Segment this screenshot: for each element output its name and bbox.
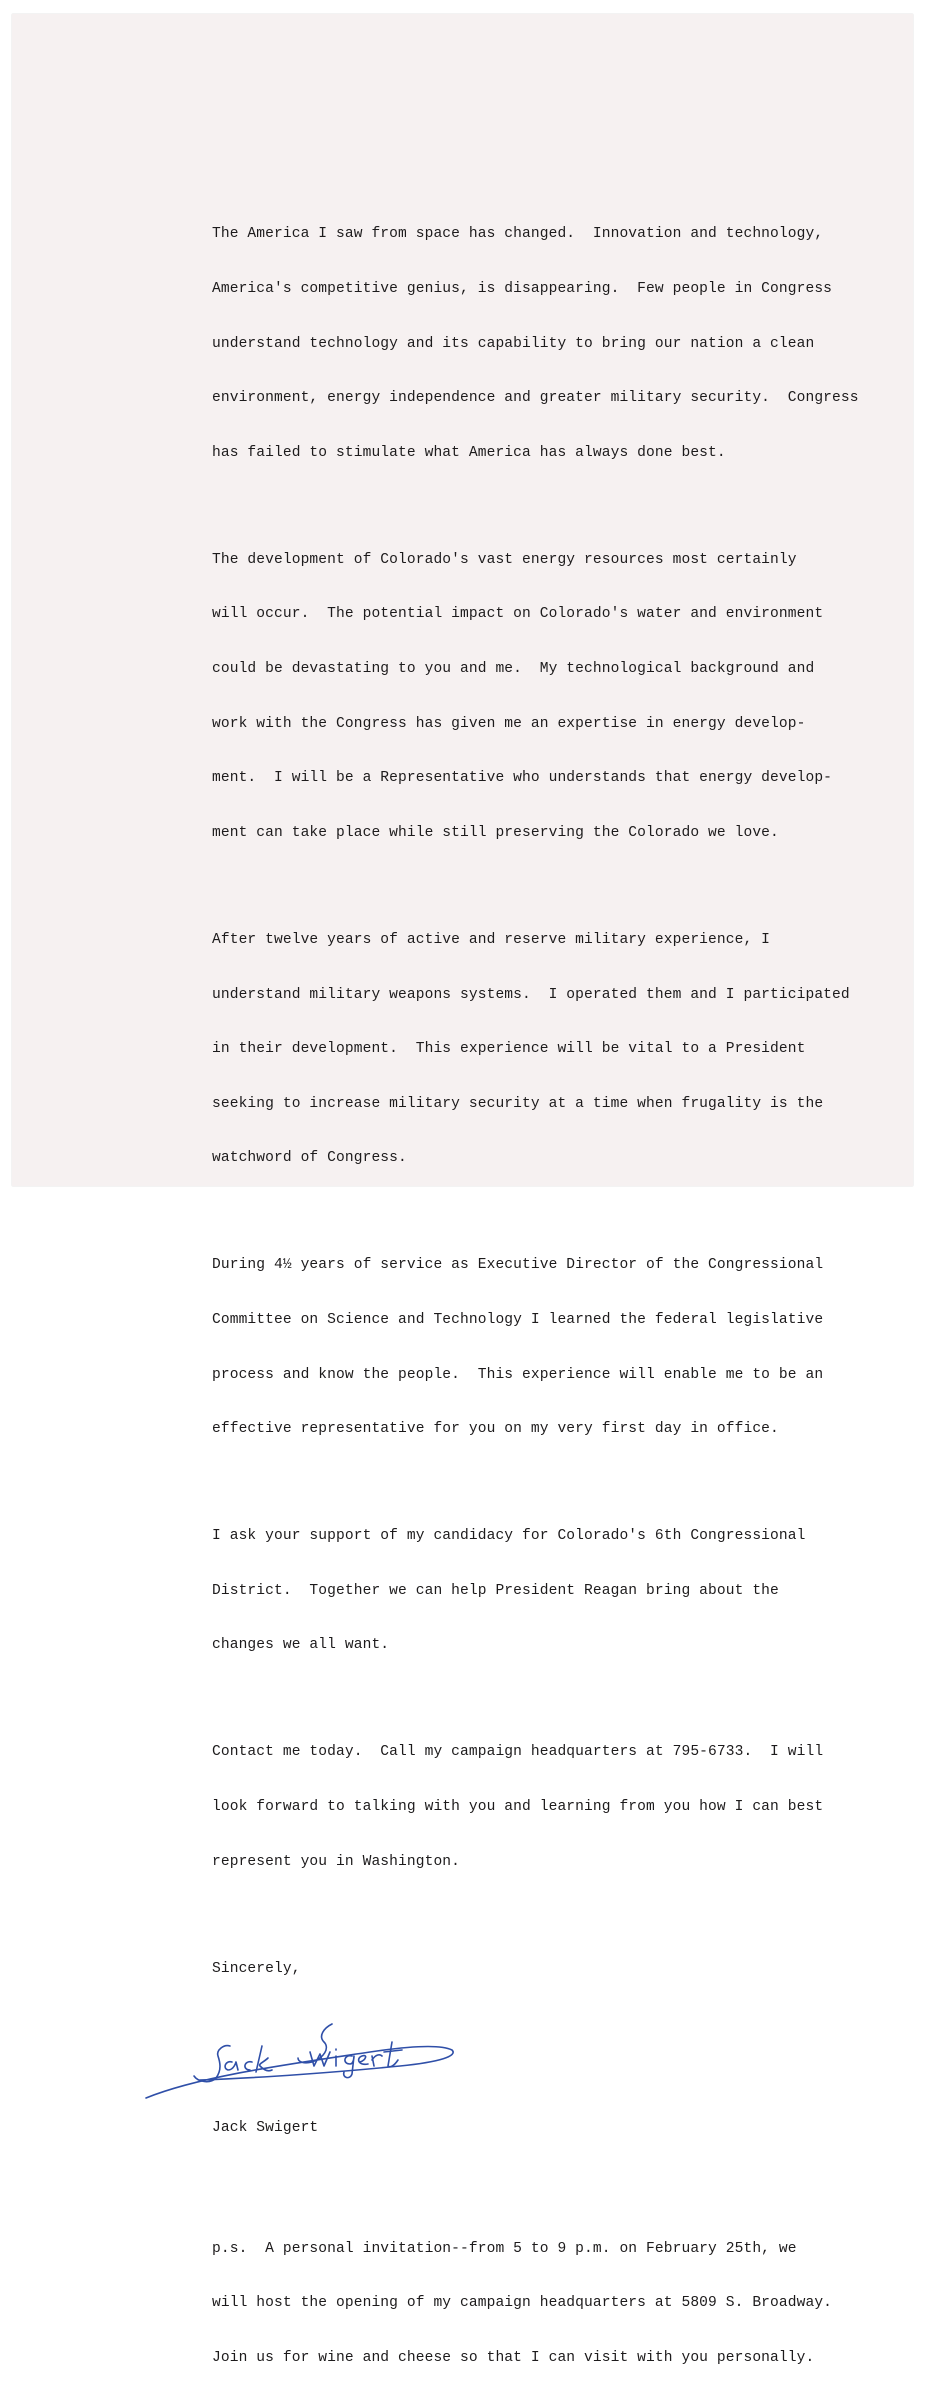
text-line: p.s. A personal invitation--from 5 to 9 p.m. on February 25th, we: [212, 2240, 797, 2257]
text-line: in their development. This experience will be vital to a President: [212, 1041, 806, 1058]
text-line: will host the opening of my campaign headquarters at 5809 S. Broadway.: [212, 2295, 833, 2312]
signer-name: Jack Swigert: [212, 2119, 319, 2136]
text-line: environment, energy independence and greater military security. Congress: [212, 390, 859, 407]
paragraph-5: [212, 1491, 872, 1691]
text-line: Contact me today. Call my campaign headquarters at 795-6733. I will: [212, 1744, 824, 1761]
letter-body: [212, 189, 872, 2400]
text-line: The development of Colorado's vast energy resources most certainly: [212, 551, 797, 568]
text-line: America's competitive genius, is disappearing. Few people in Congress: [212, 281, 833, 298]
signature-stroke: [245, 2062, 252, 2070]
signature-stroke: [146, 2047, 453, 2099]
text-line: work with the Congress has given me an expertise in energy develop-: [212, 715, 806, 732]
paragraph-2: [212, 514, 872, 878]
text-line: The America I saw from space has changed. Innovation and technology,: [212, 226, 824, 243]
text-line: could be devastating to you and me. My technological background and: [212, 661, 815, 678]
text-line: ment can take place while still preserving the Colorado we love.: [212, 824, 779, 841]
letter-sheet: [12, 14, 913, 2366]
text-line: District. Together we can help President Reagan bring about the: [212, 1582, 779, 1599]
text-line: will occur. The potential impact on Colorado's water and environment: [212, 606, 824, 623]
text-line: has failed to stimulate what America has always done best.: [212, 444, 726, 461]
text-line: I ask your support of my candidacy for Colorado's 6th Congressional: [212, 1528, 806, 1545]
signature-stroke: [384, 2042, 402, 2067]
text-line: watchword of Congress.: [212, 1150, 407, 1167]
text-line: changes we all want.: [212, 1637, 390, 1654]
text-line: ment. I will be a Representative who understands that energy develop-: [212, 770, 833, 787]
signature-stroke: [344, 2056, 354, 2078]
text-line: process and know the people. This experience will enable me to be an: [212, 1366, 824, 1383]
paragraph-1: [212, 189, 872, 498]
signature-stroke: [359, 2056, 368, 2065]
handwritten-signature: [140, 2016, 460, 2116]
text-line: seeking to increase military security at a time when frugality is the: [212, 1095, 824, 1112]
text-line: effective representative for you on my very first day in office.: [212, 1421, 779, 1438]
signature-stroke: [298, 2024, 332, 2063]
text-line: understand technology and its capability to bring our nation a clean: [212, 335, 815, 352]
text-line: look forward to talking with you and learning from you how I can best: [212, 1799, 824, 1816]
closing-salutation: Sincerely,: [212, 1960, 301, 1977]
text-line: During 4½ years of service as Executive Director of the Congressional: [212, 1257, 824, 1274]
closing: [212, 1923, 872, 2014]
postscript: [212, 2203, 872, 2400]
text-line: represent you in Washington.: [212, 1853, 461, 1870]
signature-area: [212, 2030, 872, 2082]
paragraph-4: [212, 1220, 872, 1475]
text-line: Join us for wine and cheese so that I can visit with you personally.: [212, 2349, 815, 2366]
text-line: Committee on Science and Technology I learned the federal legislative: [212, 1311, 824, 1328]
paragraph-3: [212, 895, 872, 1204]
signature-stroke: [372, 2055, 382, 2066]
text-line: After twelve years of active and reserve military experience, I: [212, 931, 771, 948]
signature-stroke: [225, 2062, 238, 2070]
text-line: understand military weapons systems. I operated them and I participated: [212, 986, 850, 1003]
paragraph-6: [212, 1707, 872, 1907]
